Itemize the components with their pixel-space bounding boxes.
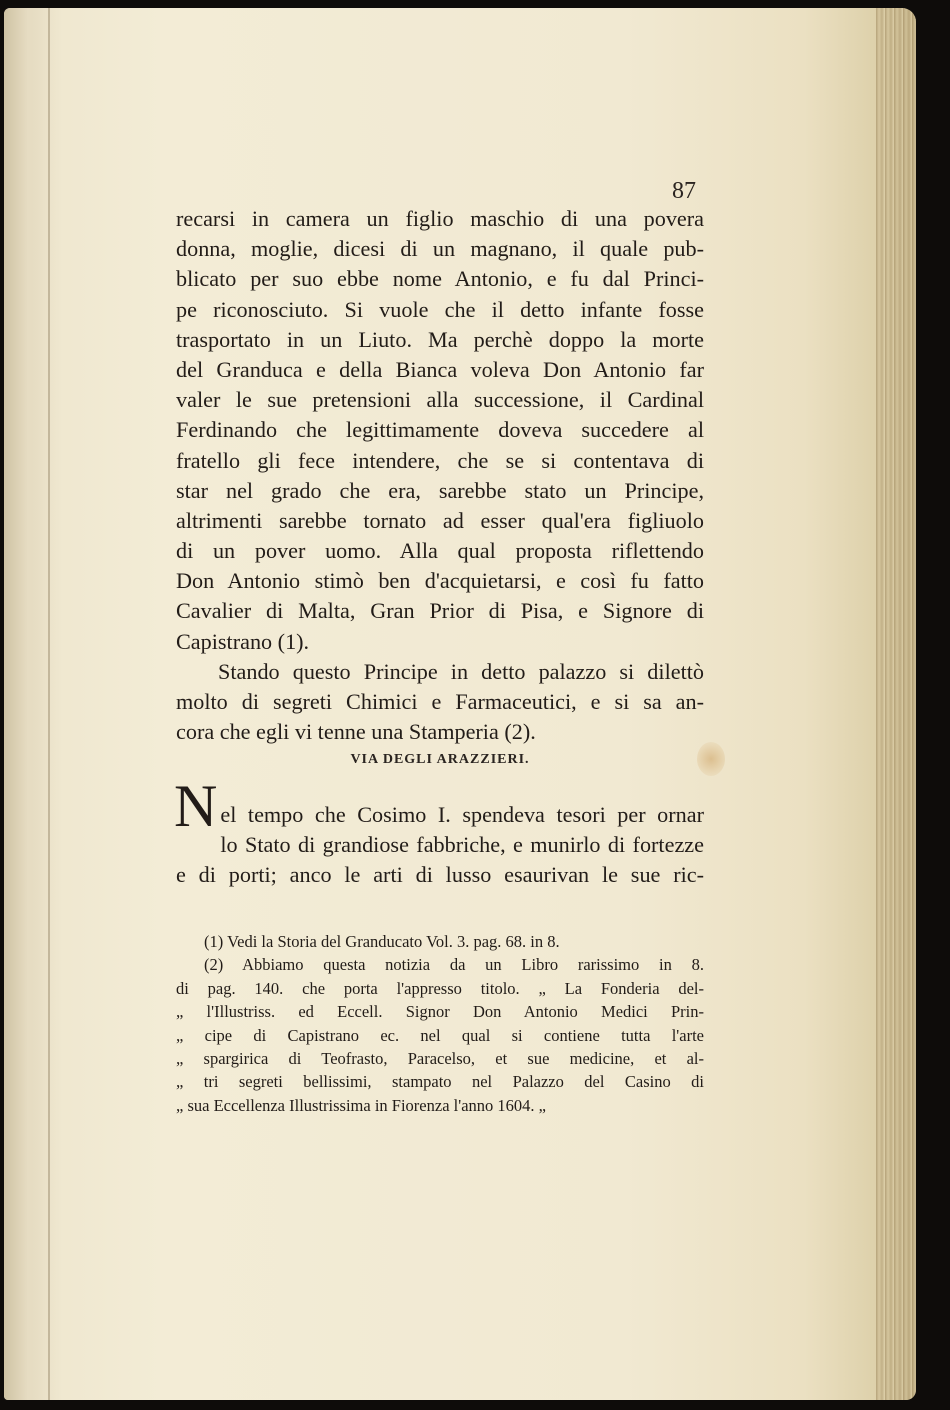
footnote-line: „ l'Illustriss. ed Eccell. Signor Don Antonio Medici Prin- [176,1002,704,1022]
text-line: Don Antonio stimò ben d'acquietarsi, e così fu fatto [176,568,704,594]
text-line: Stando questo Principe in detto palazzo si dilettò [218,658,704,684]
footnote-line: „ tri segreti bellissimi, stampato nel Palazzo del Casino di [176,1072,704,1092]
text-line: lo Stato di grandiose fabbriche, e munirlo di fortezze [220,832,704,858]
page-edge [876,8,916,1400]
text-line: e di porti; anco le arti di lusso esaurivan le sue ric- [176,862,704,888]
text-line: Ferdinando che legittimamente doveva succedere al [176,417,704,443]
page-number: 87 [672,178,696,204]
text-line: Capistrano (1). [176,628,310,654]
section-text [174,773,704,891]
footnote-line: di pag. 140. che porta l'appresso titolo. „ La Fonderia del- [176,978,704,998]
page-gutter [4,8,62,1400]
text-line: molto di segreti Chimici e Farmaceutici, e si sa an- [176,689,704,714]
text-line: star nel grado che era, sarebbe stato un Principe, [176,477,704,503]
footnote-line: „ cipe di Capistrano ec. nel qual si contiene tutta l'arte [176,1025,704,1045]
text-line: cora che egli vi tenne una Stamperia (2). [176,719,536,745]
text-line: di un pover uomo. Alla qual proposta riflettendo [176,538,704,564]
text-line: recarsi in camera un figlio maschio di una povera [176,206,704,231]
text-line: el tempo che Cosimo I. spendeva tesori per ornar [220,802,704,827]
gutter-fold [48,8,50,1400]
drop-cap: N [174,773,218,839]
footnotes [176,930,704,1117]
body-text [176,204,704,747]
text-line: altrimenti sarebbe tornato ad esser qual'era figliuolo [176,507,704,533]
footnote-line: (2) Abbiamo questa notizia da un Libro rarissimo in 8. [204,955,704,975]
text-line: pe riconosciuto. Si vuole che il detto infante fosse [176,296,704,322]
footnote-line: „ spargirica di Teofrasto, Paracelso, et sue medicine, et al- [176,1048,704,1068]
text-line: donna, moglie, dicesi di un magnano, il quale pub- [176,236,704,262]
text-line: valer le sue pretensioni alla successione, il Cardinal [176,387,704,413]
text-line: trasportato in un Liuto. Ma perchè doppo la morte [176,326,704,352]
text-line: del Granduca e della Bianca voleva Don Antonio far [176,356,704,382]
footnote-line: (1) Vedi la Storia del Granducato Vol. 3. pag. 68. in 8. [204,932,560,951]
text-line: Cavalier di Malta, Gran Prior di Pisa, e Signore di [176,598,704,624]
text-line: fratello gli fece intendere, che se si contentava di [176,447,704,473]
section-heading: VIA DEGLI ARAZZIERI. [350,752,530,767]
footnote-line: „ sua Eccellenza Illustrissima in Fiorenza l'anno 1604. „ [176,1095,546,1115]
text-line: blicato per suo ebbe nome Antonio, e fu dal Princi- [176,266,704,292]
